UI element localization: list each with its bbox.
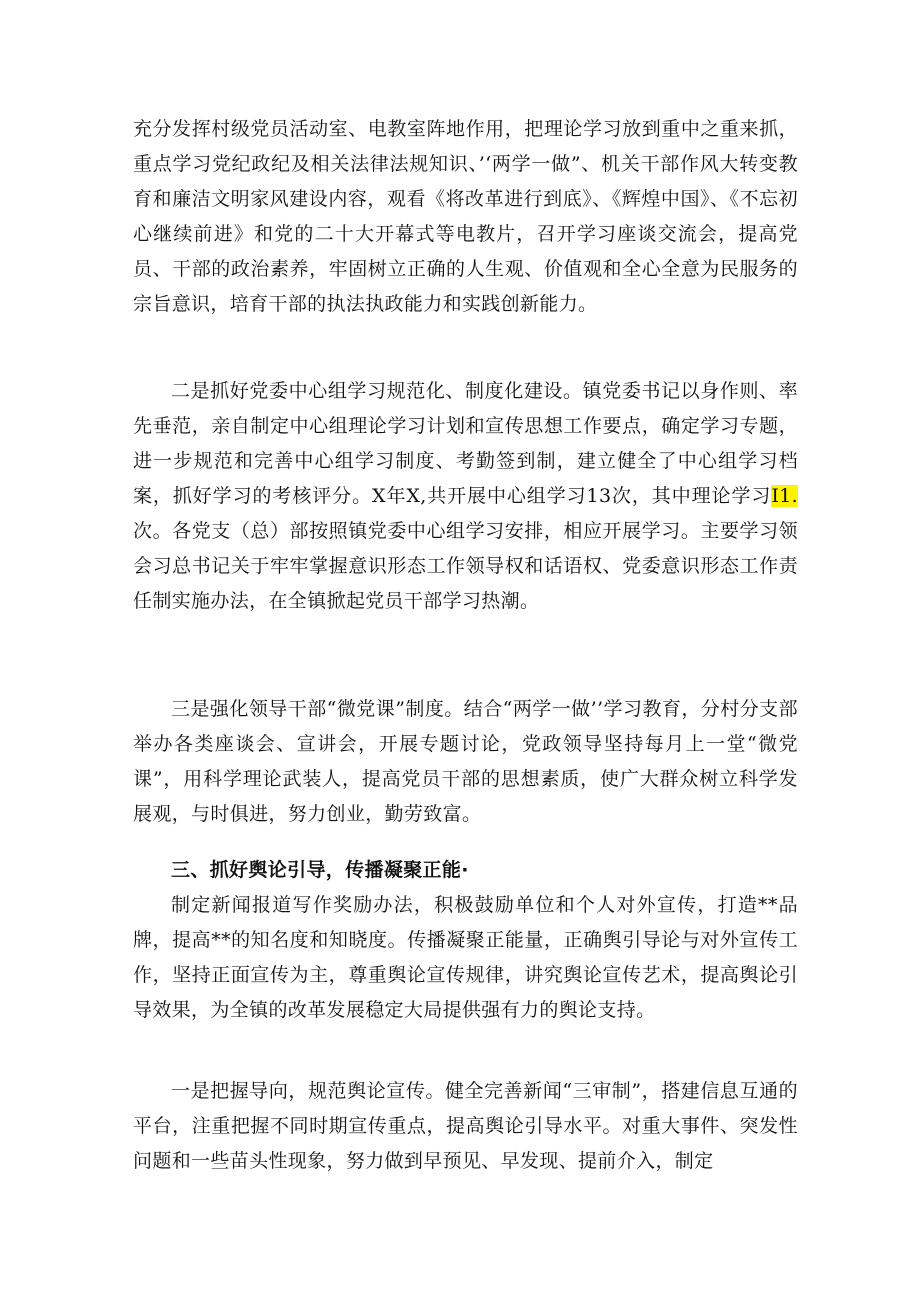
- paragraph-central-group-study: [133, 374, 798, 619]
- paragraph-guidance: 一是把握导向，规范舆论宣传。健全完善新闻“三审制”，搭建信息互通的平台，注重把握不同时期宣传重点，提高舆论引导水平。对重大事件、突发性问题和一些苗头性现象，努力做到早预见、早发现、提前介入，制定: [133, 1080, 798, 1172]
- highlighted-text: I1.: [771, 485, 798, 507]
- paragraph-micro-party-class: 三是强化领导干部“微党课”制度。结合“两学一做’’学习教育，分村分支部举办各类座谈会、宣讲会，开展专题讨论，党政领导坚持每月上一堂“微党课”，用科学理论武装人，提高党员干部的思想素质，使广大群众树立科学发展观，与时俱进，努力创业，勤劳致富。: [133, 698, 798, 825]
- paragraph-news-reporting: 制定新闻报道写作奖励办法，积极鼓励单位和个人对外宣传，打造**品牌，提高**的知名度和知晓度。传播凝聚正能量，正确舆引导论与对外宣传工作，坚持正面宣传为主，尊重舆论宣传规律，讲究舆论宣传艺术，提高舆论引导效果，为全镇的改革发展稳定大局提供强有力的舆论支持。: [133, 894, 798, 1021]
- section-heading-public-opinion: 三、抓好舆论引导，传播凝聚正能·: [171, 859, 469, 881]
- paragraph-text-after-highlight: 次。各党支（总）部按照镇党委中心组学习安排，相应开展学习。主要学习领会习总书记关于牢牢掌握意识形态工作领导权和话语权、党委意识形态工作责任制实施办法，在全镇掀起党员干部学习热潮。: [133, 520, 798, 612]
- paragraph-study-position: 充分发挥村级党员活动室、电教室阵地作用，把理论学习放到重中之重来抓，重点学习党纪政纪及相关法律法规知识、’‘两学一做”、机关干部作风大转变教育和廉洁文明家风建设内容，观看《将改革进行到底》、《辉煌中国》、《不忘初心继续前进》和党的二十大开幕式等电教片，召开学习座谈交流会，提高党员、干部的政治素养，牢固树立正确的人生观、价值观和全心全意为民服务的宗旨意识，培育干部的执法执政能力和实践创新能力。: [133, 118, 798, 315]
- paragraph-text-before-highlight: 二是抓好党委中心组学习规范化、制度化建设。镇党委书记以身作则、率先垂范，亲自制定中心组理论学习计划和宣传思想工作要点，确定学习专题，进一步规范和完善中心组学习制度、考勤签到制，建立健全了中心组学习档案，抓好学习的考核评分。X年X,共开展中心组学习13次，其中理论学习: [133, 380, 798, 507]
